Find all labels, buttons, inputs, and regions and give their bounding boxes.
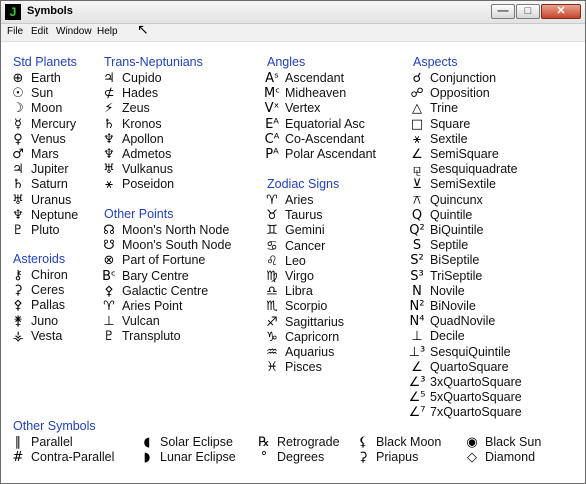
symbol-row-black-moon — [353, 435, 441, 450]
parallel-icon: ∥ — [14, 435, 22, 450]
symbol-row-vesta — [8, 329, 62, 344]
mars-icon: ♂ — [12, 147, 24, 162]
septile-icon: S — [412, 238, 422, 254]
symbol-row-quincunx — [407, 193, 483, 208]
symbol-row-equatorial-asc — [262, 117, 365, 132]
sextile-icon: ⚹ — [413, 131, 421, 147]
co-ascendant-icon: Cᴬ — [264, 131, 280, 147]
symbol-label: 5xQuartoSquare — [430, 390, 522, 405]
retrograde-icon: ℞ — [258, 435, 270, 450]
symbol-label: Neptune — [31, 207, 79, 222]
7xquartosquare-icon: ∠⁷ — [408, 405, 426, 421]
symbol-row-scorpio — [262, 299, 327, 314]
novile-icon: N — [412, 283, 422, 299]
symbol-label: Venus — [31, 131, 66, 146]
vulcan-icon: ⊥ — [103, 314, 115, 330]
close-button[interactable] — [541, 4, 581, 19]
symbol-label: BiNovile — [430, 299, 476, 313]
symbol-label: Earth — [31, 71, 61, 85]
symbol-row-binovile — [407, 299, 476, 314]
symbol-label: Vulcan — [122, 314, 160, 329]
symbol-row-aries-point — [99, 299, 182, 314]
symbol-label: Zeus — [122, 101, 150, 116]
earth-icon: ⊕ — [12, 71, 24, 86]
symbol-label: Square — [430, 116, 471, 131]
symbol-label: BiQuintile — [430, 223, 484, 237]
5xquartosquare-icon: ∠⁵ — [408, 390, 426, 406]
black-moon-icon: ⚸ — [358, 435, 368, 450]
aquarius-icon: ♒ — [266, 345, 278, 360]
symbol-label: Cancer — [285, 238, 326, 253]
symbol-label: Sextile — [430, 131, 468, 146]
jupiter-icon: ♃ — [12, 162, 24, 178]
symbol-row-decile — [407, 329, 465, 344]
ascendant-icon: Aˢ — [265, 71, 279, 86]
bary-centre-icon: Bᶜ — [102, 268, 116, 284]
symbol-row-moon-s-south-node — [99, 238, 231, 253]
symbol-row-lunar-eclipse — [137, 450, 236, 465]
conjunction-icon: ☌ — [412, 71, 422, 86]
midheaven-icon: Mᶜ — [263, 86, 281, 102]
symbol-row-opposition — [407, 86, 490, 101]
symbol-row-conjunction — [407, 71, 496, 86]
symbol-label: Diamond — [485, 450, 536, 464]
symbol-label: Moon's South Node — [122, 238, 232, 253]
heading-other-points: Other Points — [104, 207, 174, 221]
symbol-row-aquarius — [262, 345, 334, 360]
sesquiquadrate-icon: ⚼ — [412, 162, 422, 178]
apollon-icon: ♆ — [103, 131, 115, 147]
symbol-label: Gemini — [285, 223, 325, 238]
symbol-label: Leo — [285, 253, 306, 268]
symbol-label: Libra — [285, 284, 313, 299]
symbol-row-semisquare — [407, 147, 499, 162]
symbol-row-juno — [8, 314, 58, 329]
priapus-icon: ⚳ — [358, 450, 368, 465]
symbol-row-part-of-fortune — [99, 253, 205, 268]
symbol-row-vertex — [262, 101, 320, 116]
symbol-label: Scorpio — [285, 299, 328, 314]
symbol-label: Co-Ascendant — [285, 131, 365, 146]
symbol-label: Moon — [31, 101, 63, 116]
symbol-label: Trine — [430, 101, 459, 116]
sun-icon: ☉ — [12, 86, 24, 102]
symbol-label: Solar Eclipse — [160, 435, 233, 449]
poseidon-icon: ⚹ — [105, 177, 113, 193]
admetos-icon: ♆ — [103, 147, 115, 162]
symbol-label: Bary Centre — [122, 268, 189, 283]
symbol-row-sesquiquadrate — [407, 162, 518, 177]
symbol-row-transpluto — [99, 329, 181, 344]
symbol-label: Vesta — [31, 328, 63, 343]
symbol-label: Capricorn — [285, 329, 340, 344]
symbol-label: Equatorial Asc — [285, 116, 365, 131]
symbol-label: Jupiter — [31, 162, 69, 177]
symbol-label: Quincunx — [430, 192, 483, 207]
symbol-row-diamond — [462, 450, 535, 465]
mercury-icon: ☿ — [14, 116, 22, 132]
hades-icon: ⊄ — [103, 86, 115, 102]
symbol-label: Lunar Eclipse — [160, 450, 236, 464]
symbol-label: SemiSquare — [430, 147, 499, 161]
maximize-button[interactable] — [516, 4, 540, 19]
solar-eclipse-icon: ◖ — [143, 435, 151, 450]
biseptile-icon: S² — [410, 253, 424, 269]
symbol-label: SesquiQuintile — [430, 344, 511, 359]
symbol-row-quadnovile — [407, 314, 495, 329]
symbol-row-mars — [8, 147, 59, 162]
symbol-row-sextile — [407, 132, 468, 147]
symbol-row-moon-s-north-node — [99, 223, 229, 238]
symbol-label: Apollon — [122, 131, 164, 146]
symbol-label: Ascendant — [285, 71, 345, 85]
symbol-row-bary-centre — [99, 269, 189, 284]
symbol-label: Admetos — [122, 147, 172, 161]
menu-help[interactable]: Help — [97, 26, 118, 37]
symbol-row-contra-parallel — [8, 450, 114, 465]
symbol-row-ascendant — [262, 71, 344, 86]
symbol-label: Black Sun — [485, 435, 542, 449]
symbol-label: Midheaven — [285, 86, 347, 101]
app-icon: J — [5, 4, 21, 20]
close-icon: ✕ — [556, 5, 566, 17]
heading-asteroids: Asteroids — [13, 252, 66, 266]
symbol-label: Aries Point — [122, 299, 183, 313]
symbol-row-biseptile — [407, 253, 479, 268]
cupido-icon: ♃ — [103, 71, 115, 86]
symbol-row-pisces — [262, 360, 322, 375]
symbol-row-co-ascendant — [262, 132, 364, 147]
cancer-icon: ♋ — [266, 238, 278, 254]
symbol-row-3xquartosquare — [407, 375, 522, 390]
part-of-fortune-icon: ⊗ — [103, 253, 115, 269]
equatorial-asc-icon: Eᴬ — [265, 116, 279, 132]
triseptile-icon: S³ — [410, 268, 424, 284]
symbol-row-novile — [407, 284, 465, 299]
symbol-row-neptune — [8, 208, 78, 223]
3xquartosquare-icon: ∠³ — [408, 375, 426, 390]
juno-icon: ⚵ — [13, 313, 23, 329]
symbol-row-apollon — [99, 132, 164, 147]
menu-window[interactable]: Window — [56, 26, 92, 37]
symbol-row-hades — [99, 86, 158, 101]
symbol-row-pluto — [8, 223, 60, 238]
symbol-label: Decile — [430, 329, 465, 344]
symbol-row-taurus — [262, 208, 323, 223]
aries-point-icon: ♈ — [103, 299, 115, 314]
heading-trans-neptunians: Trans-Neptunians — [104, 55, 203, 69]
taurus-icon: ♉ — [266, 208, 278, 224]
symbol-label: Moon's North Node — [122, 223, 230, 237]
symbol-label: Quintile — [430, 207, 473, 222]
quartosquare-icon: ∠ — [411, 359, 423, 375]
symbol-row-quartosquare — [407, 360, 509, 375]
symbol-label: SemiSextile — [430, 177, 496, 192]
gemini-icon: ♊ — [266, 223, 278, 239]
symbol-row-biquintile — [407, 223, 484, 238]
aries-icon: ♈ — [266, 193, 278, 208]
symbol-row-7xquartosquare — [407, 405, 522, 420]
minimize-button[interactable] — [491, 4, 515, 19]
diamond-icon: ◇ — [467, 450, 477, 465]
symbol-label: Uranus — [31, 192, 72, 207]
lunar-eclipse-icon: ◗ — [143, 450, 151, 465]
pluto-icon: ♇ — [12, 223, 24, 238]
square-icon: □ — [410, 116, 424, 132]
moon-s-north-node-icon: ☊ — [103, 223, 115, 238]
chiron-icon: ⚷ — [13, 268, 23, 283]
symbol-row-leo — [262, 254, 306, 269]
symbol-label: Polar Ascendant — [285, 147, 377, 161]
symbol-row-5xquartosquare — [407, 390, 522, 405]
symbol-label: Mercury — [31, 116, 77, 131]
symbol-label: QuadNovile — [430, 314, 496, 329]
kronos-icon: ♄ — [103, 116, 115, 132]
symbol-label: Novile — [430, 283, 465, 298]
symbol-label: Conjunction — [430, 71, 497, 85]
symbol-row-trine — [407, 101, 458, 116]
symbol-row-uranus — [8, 193, 71, 208]
symbol-label: Juno — [31, 313, 59, 328]
symbol-row-black-sun — [462, 435, 541, 450]
quadnovile-icon: N⁴ — [409, 314, 425, 330]
mouse-pointer-icon: ↖ — [137, 22, 149, 38]
symbol-row-saturn — [8, 177, 68, 192]
symbol-row-polar-ascendant — [262, 147, 376, 162]
menu-edit[interactable]: Edit — [31, 26, 49, 37]
symbol-row-square — [407, 117, 470, 132]
symbol-row-admetos — [99, 147, 171, 162]
sagittarius-icon: ♐ — [266, 314, 278, 330]
trine-icon: △ — [412, 101, 422, 117]
symbol-label: Pluto — [31, 223, 60, 237]
symbol-label: Sesquiquadrate — [430, 162, 518, 177]
symbol-row-midheaven — [262, 86, 346, 101]
symbol-label: Hades — [122, 86, 159, 101]
symbol-row-earth — [8, 71, 61, 86]
vesta-icon: ⚶ — [12, 328, 24, 344]
symbol-label: Pallas — [31, 298, 66, 313]
symbol-row-sagittarius — [262, 315, 344, 330]
symbol-label: Saturn — [31, 177, 68, 192]
symbol-row-kronos — [99, 117, 162, 132]
symbol-row-virgo — [262, 269, 314, 284]
symbol-row-mercury — [8, 117, 76, 132]
symbol-label: Priapus — [376, 450, 419, 464]
quincunx-icon: ⚻ — [412, 192, 422, 208]
menu-bar — [1, 24, 585, 42]
symbol-label: Kronos — [122, 116, 162, 131]
symbol-label: Degrees — [277, 450, 325, 464]
symbol-label: Part of Fortune — [122, 253, 206, 268]
symbol-label: Galactic Centre — [122, 283, 209, 298]
heading-zodiac-signs: Zodiac Signs — [267, 177, 340, 191]
symbol-row-gemini — [262, 223, 325, 238]
maximize-icon: □ — [524, 5, 532, 17]
symbol-label: Vulkanus — [122, 162, 173, 177]
pisces-icon: ♓ — [266, 360, 278, 376]
symbol-label: Retrograde — [277, 435, 340, 449]
symbol-label: Opposition — [430, 86, 490, 101]
symbol-row-pallas — [8, 298, 65, 313]
symbol-row-chiron — [8, 268, 68, 283]
symbol-label: Ceres — [31, 283, 65, 298]
virgo-icon: ♍ — [266, 269, 278, 284]
sesquiquintile-icon: ⊥³ — [408, 344, 426, 360]
binovile-icon: N² — [409, 299, 425, 314]
galactic-centre-icon: ⚴ — [104, 283, 114, 299]
symbol-row-ceres — [8, 283, 64, 298]
symbol-label: QuartoSquare — [430, 359, 509, 374]
symbol-label: Contra-Parallel — [31, 450, 115, 464]
symbol-row-degrees — [254, 450, 324, 465]
heading-std-planets: Std Planets — [13, 55, 77, 69]
symbol-label: Pisces — [285, 360, 322, 375]
capricorn-icon: ♑ — [266, 329, 278, 345]
venus-icon: ♀ — [13, 131, 23, 147]
symbol-label: BiSeptile — [430, 253, 480, 268]
symbol-label: Poseidon — [122, 177, 175, 192]
heading-aspects: Aspects — [413, 55, 458, 69]
symbol-label: Sagittarius — [285, 314, 345, 329]
symbol-row-sesquiquintile — [407, 345, 511, 360]
minimize-icon: — — [497, 5, 509, 17]
symbol-label: Black Moon — [376, 435, 442, 449]
heading-angles: Angles — [267, 55, 306, 69]
opposition-icon: ☍ — [410, 86, 424, 102]
symbol-label: Aquarius — [285, 345, 335, 359]
contra-parallel-icon: # — [12, 450, 24, 465]
symbol-row-vulcan — [99, 314, 160, 329]
moon-icon: ☽ — [12, 101, 24, 117]
symbol-row-semisextile — [407, 177, 496, 192]
black-sun-icon: ◉ — [466, 435, 478, 450]
symbol-label: Septile — [430, 238, 469, 253]
symbol-row-sun — [8, 86, 53, 101]
semisquare-icon: ∠ — [411, 147, 423, 162]
symbol-row-cupido — [99, 71, 162, 86]
symbol-row-priapus — [353, 450, 418, 465]
symbol-row-zeus — [99, 101, 150, 116]
symbol-label: Cupido — [122, 71, 162, 85]
symbol-row-aries — [262, 193, 313, 208]
symbol-label: Chiron — [31, 268, 68, 282]
symbol-row-moon — [8, 101, 62, 116]
leo-icon: ♌ — [266, 253, 278, 269]
symbol-row-cancer — [262, 239, 325, 254]
symbol-label: 7xQuartoSquare — [430, 405, 522, 420]
window-title: Symbols — [27, 5, 73, 17]
semisextile-icon: ⊻ — [412, 177, 422, 193]
decile-icon: ⊥ — [411, 329, 423, 345]
transpluto-icon: ♇ — [103, 329, 115, 345]
quintile-icon: Q — [411, 207, 423, 223]
symbol-row-venus — [8, 132, 66, 147]
vertex-icon: Vˣ — [264, 101, 280, 117]
symbol-label: Parallel — [31, 435, 73, 449]
symbol-row-quintile — [407, 208, 472, 223]
polar-ascendant-icon: Pᴬ — [265, 147, 279, 162]
symbol-label: Taurus — [285, 208, 323, 223]
symbol-label: TriSeptile — [430, 268, 483, 283]
zeus-icon: ⚡ — [104, 101, 114, 117]
symbol-row-solar-eclipse — [137, 435, 233, 450]
symbol-label: 3xQuartoSquare — [430, 375, 522, 389]
uranus-icon: ♅ — [12, 192, 24, 208]
symbol-row-poseidon — [99, 177, 174, 192]
symbol-row-parallel — [8, 435, 73, 450]
pallas-icon: ⚴ — [13, 298, 23, 314]
scorpio-icon: ♏ — [266, 299, 278, 315]
symbol-row-vulkanus — [99, 162, 173, 177]
symbol-row-retrograde — [254, 435, 340, 450]
symbol-row-septile — [407, 238, 468, 253]
symbol-row-jupiter — [8, 162, 69, 177]
symbol-label: Sun — [31, 86, 54, 101]
biquintile-icon: Q² — [409, 223, 425, 238]
symbol-label: Transpluto — [122, 329, 181, 344]
degrees-icon: ° — [260, 450, 268, 465]
symbol-label: Vertex — [285, 101, 321, 116]
heading-other-symbols: Other Symbols — [13, 419, 96, 433]
title-bar[interactable] — [1, 1, 585, 24]
symbol-label: Mars — [31, 147, 59, 161]
vulkanus-icon: ♅ — [103, 162, 115, 178]
moon-s-south-node-icon: ☋ — [103, 238, 115, 254]
saturn-icon: ♄ — [12, 177, 24, 193]
symbol-row-triseptile — [407, 269, 482, 284]
symbol-row-capricorn — [262, 330, 339, 345]
libra-icon: ♎ — [266, 284, 278, 300]
neptune-icon: ♆ — [12, 207, 24, 223]
symbol-label: Virgo — [285, 269, 314, 283]
ceres-icon: ⚳ — [13, 283, 23, 299]
menu-file[interactable]: File — [7, 26, 24, 37]
symbol-row-libra — [262, 284, 313, 299]
symbol-row-galactic-centre — [99, 284, 208, 299]
symbol-label: Aries — [285, 193, 314, 207]
